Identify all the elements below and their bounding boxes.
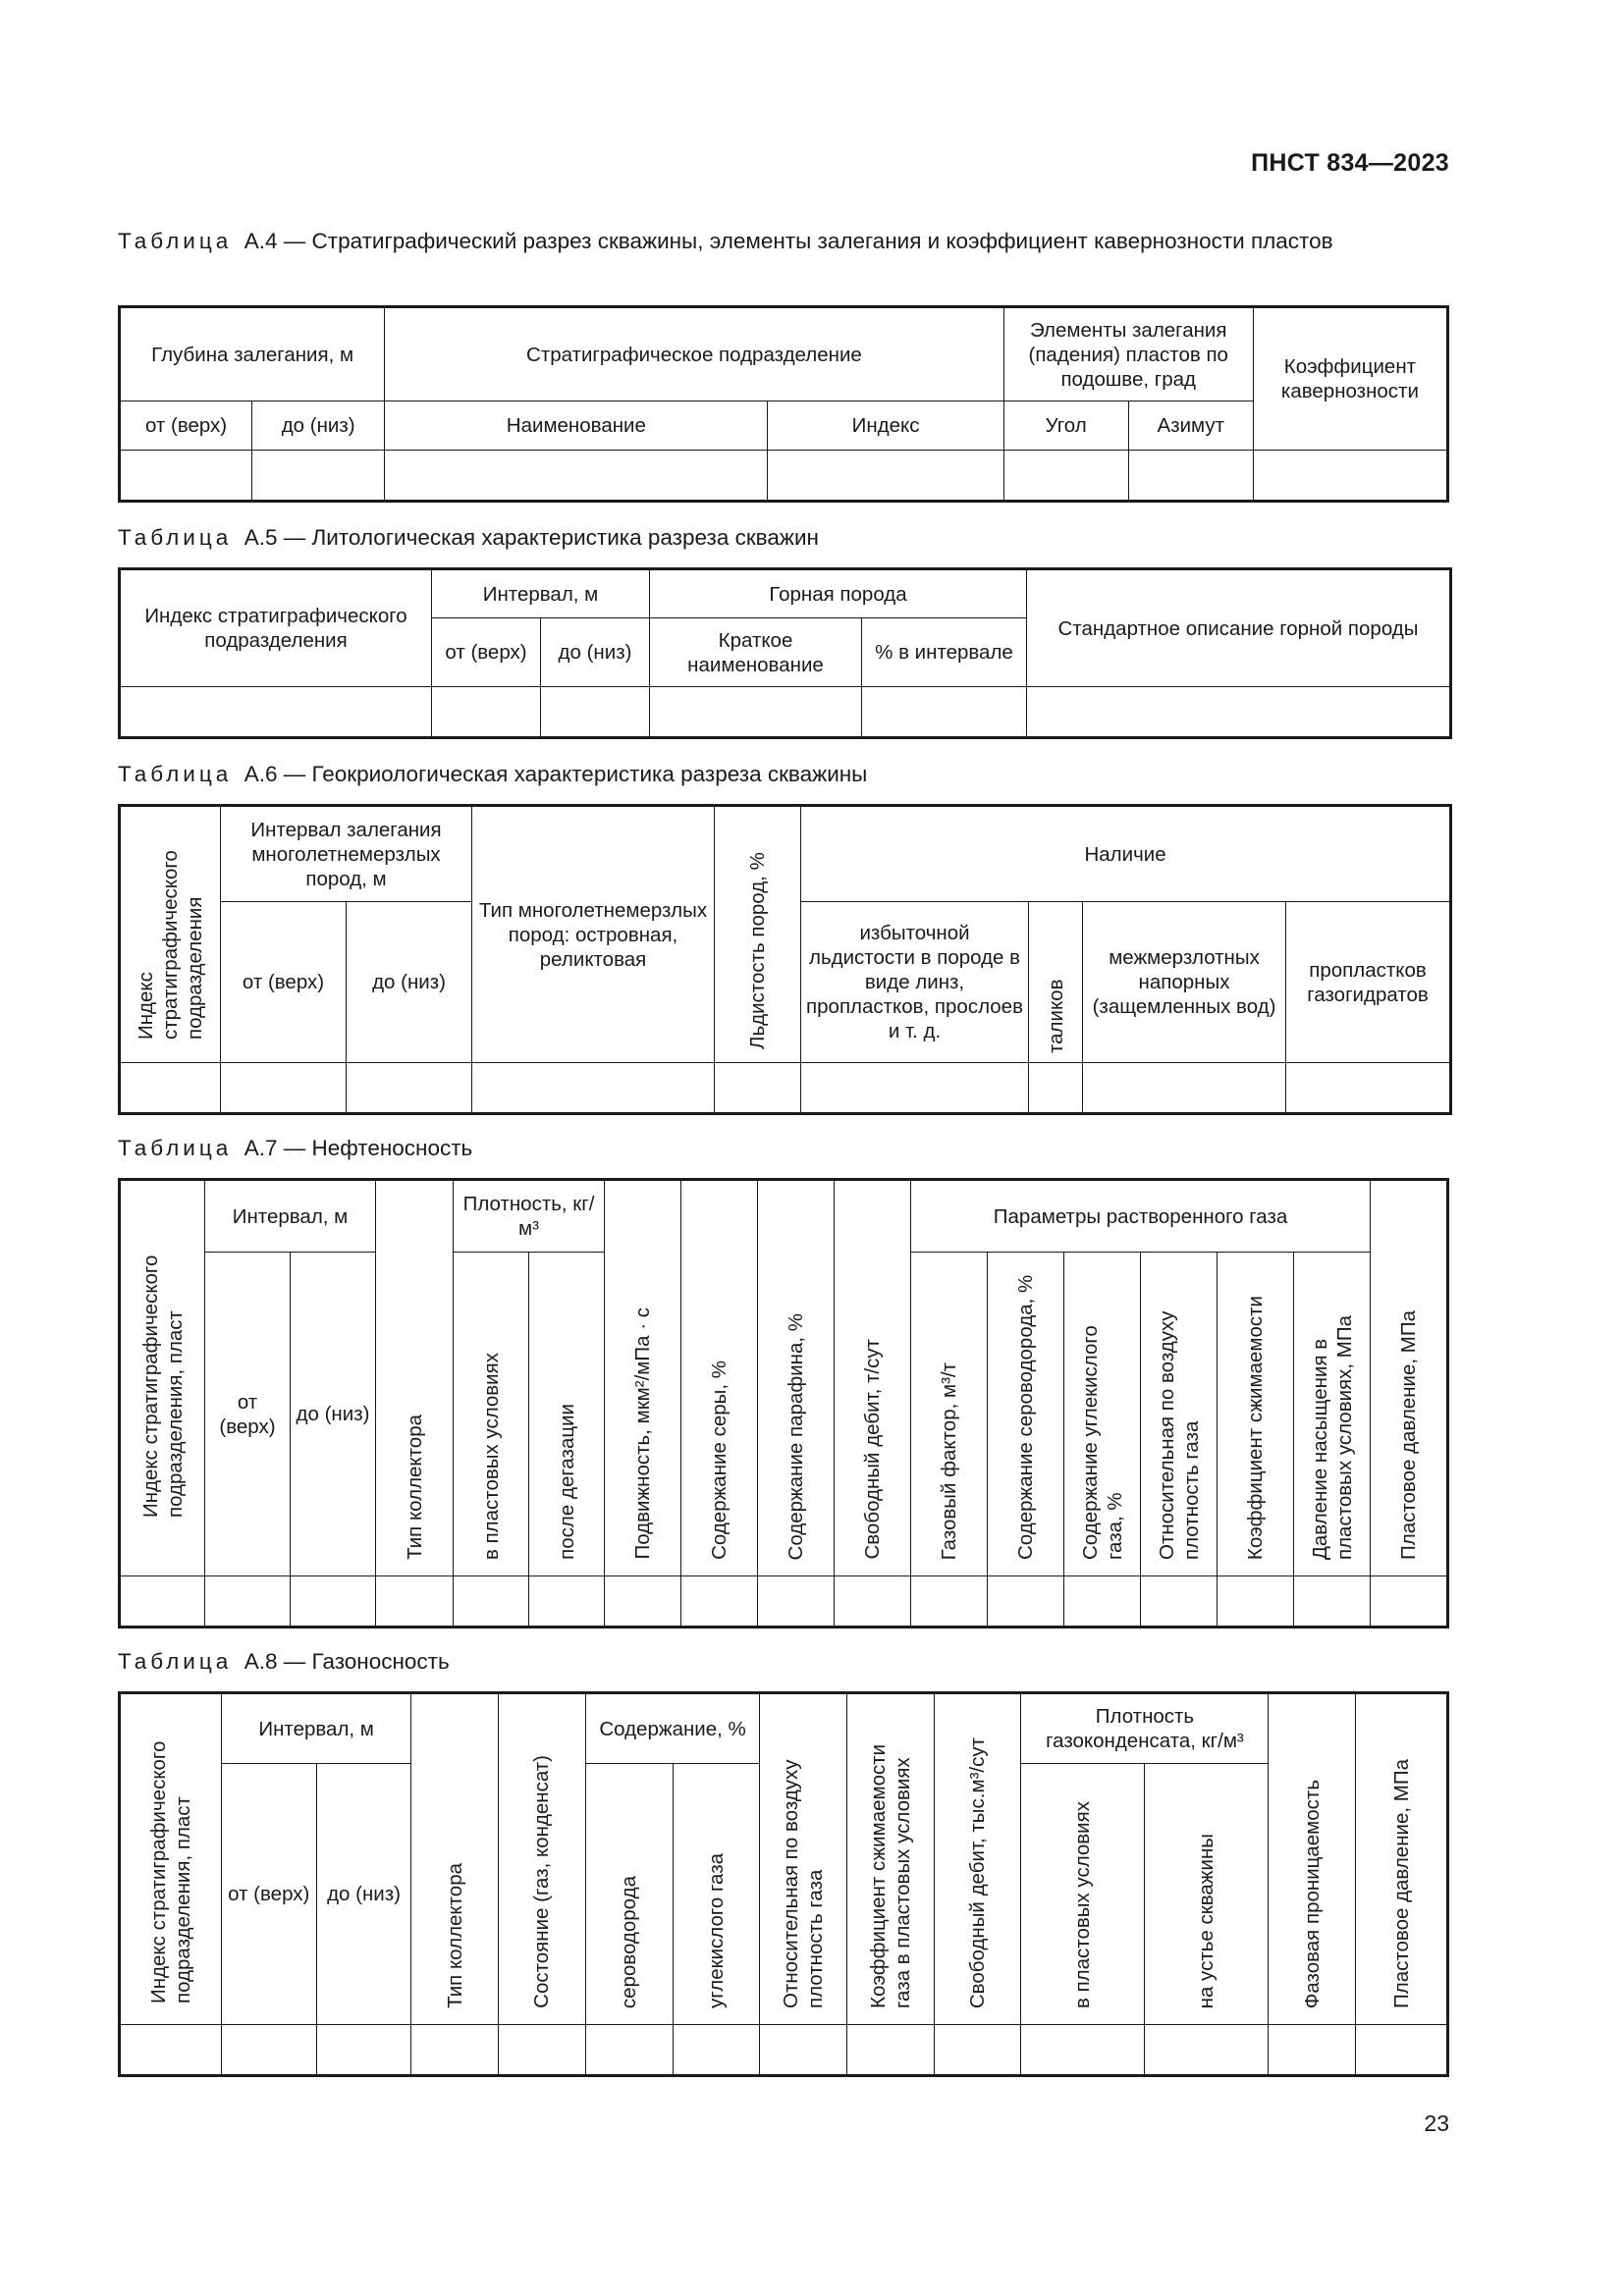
header-from-top: от (верх) [221,1764,316,2025]
header-density-reservoir [454,1253,529,1576]
header-density-reservoir-text: в пластовых условиях [479,1353,503,1560]
header-reservoir-pressure-text: Пластовое давление, МПа [1397,1310,1421,1560]
header-to-bottom: до (низ) [291,1253,376,1576]
table-a8 [118,1691,1449,2077]
header-free-flow-text: Свободный дебит, т/сут [861,1339,885,1560]
table-row [120,2025,1448,2076]
table-row [120,1576,1448,1628]
header-free-flow [835,1180,911,1576]
header-angle: Угол [1003,401,1128,451]
table-a7 [118,1178,1449,1629]
header-azimuth: Азимут [1128,401,1253,451]
header-h2s [988,1253,1064,1576]
header-reservoir-pressure-text: Пластовое давление, МПа [1389,1759,1413,2008]
header-gas-factor-text: Газовый фактор, м³/т [938,1362,961,1560]
header-free-flow [934,1693,1021,2025]
header-gas-factor [911,1253,988,1576]
header-taliks [1029,902,1083,1063]
header-strat-unit: Стратиграфическое подразделение [385,307,1003,401]
header-co2 [673,1764,760,2025]
header-from-top: от (верх) [205,1253,291,1576]
header-strat-index [120,1180,205,1576]
header-compressibility [1218,1253,1294,1576]
header-sulfur [681,1180,758,1576]
table-a4-caption [118,226,1447,257]
header-gas-hydrate-layers: пропластков газогидратов [1286,902,1451,1063]
header-reservoir-pressure [1371,1180,1448,1576]
table-a5-caption [118,522,1447,554]
document-code: ПНСТ 834—2023 [1251,149,1449,177]
header-collector [411,1693,499,2025]
header-relative-density-text: Относительная по воздуху плотность газа [780,1759,828,2008]
header-presence: Наличие [801,806,1451,902]
header-mobility-text: Подвижность, мкм²/мПа · с [631,1308,655,1560]
header-strat-index: Индекс стратиграфического подразделения [120,569,432,687]
header-cavern-coef: Коэффициент кавернозности [1253,307,1447,451]
header-from-top: от (верх) [221,902,347,1063]
table-a5 [118,567,1452,739]
header-strat-index-text: Индекс стратиграфического подразделения, пласт [138,1255,187,1518]
header-density-degassed [529,1253,605,1576]
header-permafrost-interval: Интервал залегания многолетнемерзлых пород, м [221,806,472,902]
header-condensate-wellhead [1145,1764,1269,2025]
header-interval: Интервал, м [221,1693,411,1764]
header-co2 [1064,1253,1141,1576]
header-h2s-text: сероводорода [618,1875,641,2008]
header-relative-density [760,1693,847,2025]
header-to-bottom: до (низ) [316,1764,411,2025]
header-free-flow-text: Свободный дебит, тыс.м³/сут [966,1736,990,2008]
header-content: Содержание, % [585,1693,759,1764]
header-condensate-reservoir-text: в пластовых условиях [1071,1801,1095,2008]
header-collector [376,1180,454,1576]
header-state [499,1693,586,2025]
header-dissolved-gas: Параметры растворенного газа [911,1180,1371,1253]
table-label: Таблица [118,1136,233,1160]
table-a5-title: А.5 — Литологическая характеристика разреза скважин [244,525,819,550]
header-condensate-wellhead-text: на устье скважины [1195,1833,1218,2008]
table-a4-title: А.4 — Стратиграфический разрез скважины, элементы залегания и коэффициент кавернозности пластов [244,229,1333,253]
header-reservoir-pressure [1356,1693,1448,2025]
table-a7-caption [118,1133,1447,1164]
table-a6-title: А.6 — Геокриологическая характеристика разреза скважины [244,762,868,786]
header-sulfur-text: Содержание серы, % [708,1361,731,1560]
header-taliks-text: таликов [1044,979,1067,1053]
header-relative-density [1141,1253,1218,1576]
table-a6 [118,804,1452,1115]
table-a8-caption [118,1646,1447,1678]
header-ice-content-text: Льдистость пород, % [746,852,770,1049]
header-interval: Интервал, м [205,1180,376,1253]
table-a8-title: А.8 — Газоносность [244,1649,450,1674]
table-label: Таблица [118,1649,233,1674]
header-state-text: Состояние (газ, конденсат) [530,1755,554,2008]
table-a7-title: А.7 — Нефтеносность [244,1136,473,1160]
header-strat-index-text: Индекс стратиграфического подразделения [135,850,206,1040]
header-from-top: от (верх) [120,401,252,451]
header-saturation-pressure-text: Давление насыщения в пластовых условиях, МПа [1308,1314,1356,1560]
header-ice-content [715,806,801,1063]
header-bedding-elements: Элементы залегания (падения) пластов по подошве, град [1003,307,1253,401]
header-compressibility-text: Коэффициент сжимаемости [1244,1295,1268,1560]
header-condensate-reservoir [1021,1764,1145,2025]
header-collector-text: Тип коллектора [443,1863,466,2008]
header-strat-index [120,1693,222,2025]
header-co2-text: углекислого газа [704,1852,728,2008]
header-co2-text: Содержание углекислого газа, % [1078,1325,1126,1560]
table-a6-caption [118,759,1447,790]
header-saturation-pressure [1294,1253,1371,1576]
header-paraffin [758,1180,835,1576]
header-permafrost-type: Тип многолетнемерзлых пород: островная, реликтовая [472,806,715,1063]
header-depth: Глубина залегания, м [120,307,385,401]
header-compressibility-text: Коэффициент сжимаемости газа в пластовых условиях [866,1743,914,2008]
table-a4 [118,305,1449,503]
header-condensate-density: Плотность газоконденсата, кг/м³ [1021,1693,1269,1764]
header-rock-description: Стандартное описание горной породы [1027,569,1451,687]
header-to-bottom: до (низ) [347,902,472,1063]
table-label: Таблица [118,525,233,550]
header-collector-text: Тип коллектора [403,1415,426,1560]
header-density: Плотность, кг/м³ [454,1180,605,1253]
table-row [120,687,1451,738]
header-mobility [605,1180,681,1576]
header-h2s [585,1764,673,2025]
header-paraffin-text: Содержание парафина, % [785,1312,808,1560]
header-to-bottom: до (низ) [541,618,650,687]
header-name: Наименование [385,401,768,451]
header-interval: Интервал, м [432,569,650,618]
header-compressibility [847,1693,935,2025]
header-from-top: от (верх) [432,618,541,687]
header-to-bottom: до (низ) [252,401,385,451]
header-rock: Горная порода [650,569,1027,618]
header-phase-permeability-text: Фазовая проницаемость [1300,1779,1324,2008]
header-interpermafrost-water: межмерзлотных напорных (защемленных вод) [1083,902,1286,1063]
header-short-name: Краткое наименование [650,618,862,687]
header-h2s-text: Содержание сероводорода, % [1014,1274,1038,1560]
header-density-degassed-text: после дегазации [555,1404,578,1560]
table-label: Таблица [118,229,233,253]
header-index: Индекс [768,401,1003,451]
page-number: 23 [1424,2110,1449,2136]
header-percent-in-interval: % в интервале [862,618,1027,687]
header-phase-permeability [1269,1693,1356,2025]
table-row [120,451,1448,502]
header-strat-index [120,806,221,1063]
table-label: Таблица [118,762,233,786]
header-strat-index-text: Индекс стратиграфического подразделения, пласт [146,1740,194,2003]
header-relative-density-text: Относительная по воздуху плотность газа [1155,1310,1203,1560]
header-excess-ice: избыточной льдистости в породе в виде линз, пропластков, прослоев и т. д. [801,902,1029,1063]
table-row [120,1063,1451,1114]
